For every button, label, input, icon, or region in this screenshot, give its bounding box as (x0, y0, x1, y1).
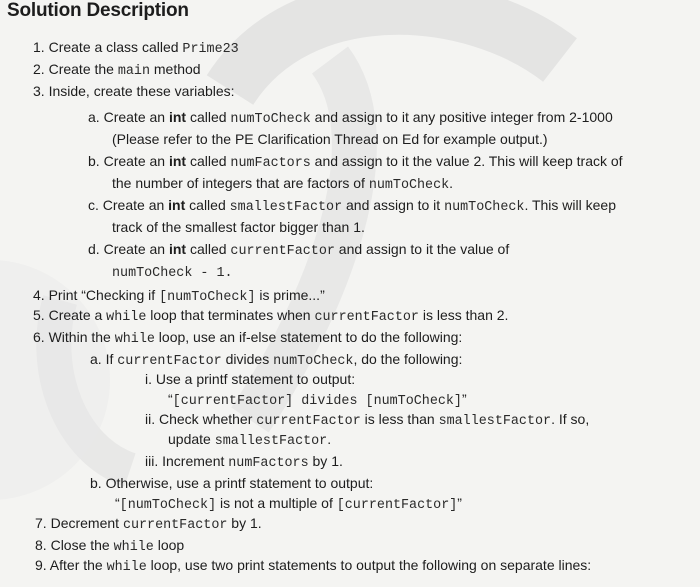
text-run: Create an (103, 153, 169, 169)
text-run: 6. (33, 329, 49, 345)
text-run: iii. (145, 453, 163, 469)
text-run: 5. (33, 307, 49, 323)
step-4 (33, 286, 325, 307)
text-run: called (186, 153, 231, 169)
step-3c (88, 196, 616, 217)
step-3a-cont (112, 130, 548, 148)
code-token: numFactors (228, 456, 309, 471)
code-token: currentFactor (117, 354, 222, 369)
step-7 (35, 514, 262, 535)
step-6a-iii (145, 452, 343, 473)
step-6a-ii (145, 410, 589, 431)
step-3a (88, 108, 613, 129)
step-6a-i (145, 370, 355, 388)
step-6b-output (115, 494, 462, 515)
text-run: “ (168, 391, 173, 407)
text-run: Use a printf statement to output: (155, 371, 356, 387)
text-run: called (186, 241, 231, 257)
code-token: smallestFactor (229, 200, 343, 215)
text-run: loop (153, 537, 185, 553)
text-run: d. (88, 241, 104, 257)
bold-keyword: int (168, 241, 187, 257)
text-run: b. (90, 475, 106, 491)
text-run: a. (88, 109, 104, 125)
code-token: main (117, 64, 150, 79)
code-token: currentFactor (230, 244, 335, 259)
code-token: while (113, 540, 154, 555)
step-6a-ii-cont (168, 430, 331, 451)
code-token: numToCheck (230, 112, 311, 127)
text-run: ” (457, 495, 462, 511)
text-run: Decrement (50, 515, 123, 531)
text-run: , do the following: (353, 351, 463, 367)
text-run: called (186, 109, 231, 125)
step-3b (88, 152, 623, 173)
step-3d (88, 240, 509, 261)
text-run: . If so, (551, 411, 590, 427)
step-6 (33, 328, 462, 349)
bold-keyword: int (168, 109, 187, 125)
text-run: After the (49, 557, 107, 573)
step-3c-cont (112, 218, 365, 236)
code-token: [numToCheck] (159, 290, 256, 305)
text-run: ii. (145, 411, 159, 427)
text-run: If (105, 351, 118, 367)
text-run: loop that terminates when (146, 307, 315, 323)
text-run: i. (145, 371, 156, 387)
bold-keyword: int (168, 153, 187, 169)
text-run: is prime...” (255, 287, 325, 303)
text-run: method (150, 61, 201, 77)
text-run: a. (90, 351, 106, 367)
text-run: and assign to it the value 2. This will keep track of (310, 153, 623, 169)
text-run: . (449, 175, 454, 191)
step-3b-cont (112, 174, 453, 195)
text-run: Create an (102, 197, 169, 213)
code-token: currentFactor (122, 518, 228, 533)
step-9 (35, 556, 591, 577)
code-token: while (106, 560, 147, 575)
text-run: Close the (50, 537, 114, 553)
step-6b (90, 474, 373, 492)
text-run: Within the (48, 329, 115, 345)
step-5 (33, 306, 508, 327)
text-run: Create a (48, 307, 107, 323)
code-token: smallestFactor (438, 414, 552, 429)
text-run: ” (461, 391, 467, 407)
text-run: b. (88, 153, 104, 169)
text-run: loop, use an if-else statement to do the following: (154, 329, 463, 345)
text-run: . This will keep (524, 197, 616, 213)
code-token: numToCheck (444, 200, 525, 215)
text-run: 1. (33, 39, 49, 55)
text-run: 4. (33, 287, 49, 303)
text-run: “ (115, 495, 120, 511)
text-run: 2. (33, 61, 49, 77)
text-run: and assign to it (342, 197, 445, 213)
step-1 (33, 38, 239, 59)
code-token: while (114, 332, 155, 347)
text-run: is less than (360, 411, 439, 427)
text-run: c. (88, 197, 103, 213)
text-run: and assign to it the value of (334, 241, 510, 257)
text-run: is not a multiple of (216, 495, 337, 511)
text-run: 3. (33, 83, 49, 99)
code-token: while (106, 310, 147, 325)
step-2 (33, 60, 201, 81)
text-run: Create an (103, 109, 169, 125)
text-run: Create a class called (48, 39, 183, 55)
code-token: numToCheck (368, 178, 450, 193)
text-run: by 1. (227, 515, 262, 531)
text-run: Inside, create these variables: (48, 83, 235, 99)
text-run: called (185, 197, 230, 213)
text-run: divides (221, 351, 274, 367)
text-run: 8. (35, 537, 51, 553)
text-run: Otherwise, use a printf statement to output: (105, 475, 374, 491)
code-token: Prime23 (182, 42, 239, 57)
text-run: track of the smallest factor bigger than 1. (112, 219, 365, 235)
step-6a-i-output (168, 390, 467, 411)
code-token: numToCheck (273, 354, 354, 369)
code-token: numFactors (230, 156, 311, 171)
step-3d-cont (112, 262, 233, 283)
text-run: the number of integers that are factors of (112, 175, 369, 191)
text-run: 9. (35, 557, 50, 573)
text-run: and assign to it any positive integer from 2-1000 (310, 109, 613, 125)
text-run: Create an (103, 241, 169, 257)
text-run: by 1. (308, 453, 343, 469)
text-run: 7. (35, 515, 51, 531)
text-run: loop, use two print statements to output the following on separate lines: (146, 557, 592, 573)
code-token: [numToCheck] (119, 498, 217, 513)
code-token: currentFactor (314, 310, 419, 325)
step-8 (35, 536, 184, 557)
text-run: . (327, 431, 332, 447)
text-run: update (168, 431, 215, 447)
text-run: (Please refer to the PE Clarification Thread on Ed for example output.) (112, 131, 548, 147)
code-token: [currentFactor] (336, 498, 458, 513)
text-run: Increment (162, 453, 229, 469)
step-6a (90, 350, 462, 371)
text-run: Print “Checking if (48, 287, 160, 303)
text-run: Check whether (159, 411, 257, 427)
code-token: smallestFactor (214, 434, 328, 449)
text-run: Create the (48, 61, 118, 77)
code-token: currentFactor (256, 414, 361, 429)
code-token: [currentFactor] divides [numToCheck] (172, 394, 462, 409)
code-token: numToCheck - 1. (112, 266, 233, 281)
page-title: Solution Description (7, 0, 189, 21)
text-run: is less than 2. (418, 307, 509, 323)
step-3 (33, 82, 235, 100)
bold-keyword: int (168, 197, 186, 213)
